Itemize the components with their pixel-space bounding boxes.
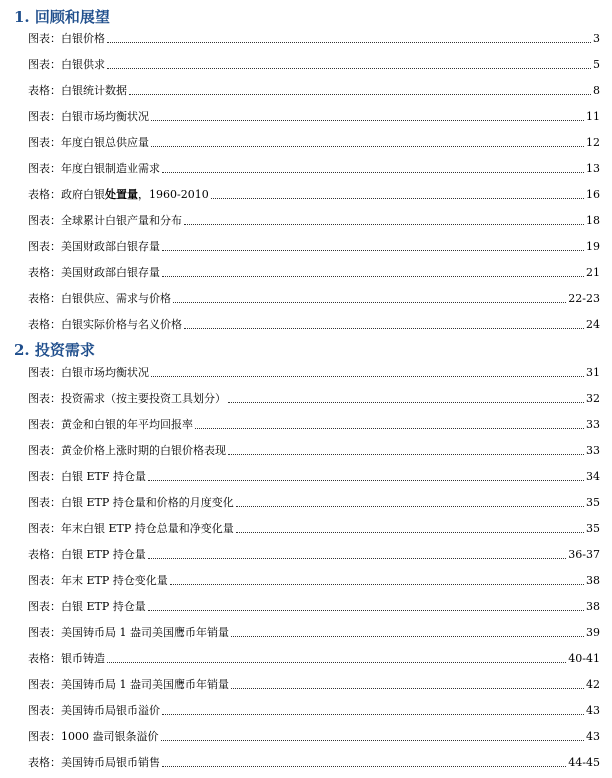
toc-leader	[148, 558, 567, 559]
toc-row-page: 35	[586, 496, 600, 509]
toc-row[interactable]	[28, 728, 600, 744]
toc-row-prefix: 图表：	[28, 522, 61, 535]
toc-row-page: 18	[586, 214, 600, 227]
toc-leader	[129, 94, 591, 95]
toc-row-page: 19	[586, 240, 600, 253]
toc-leader	[195, 428, 584, 429]
toc-row-title: 银币铸造	[61, 652, 105, 665]
toc-row[interactable]	[28, 494, 600, 510]
toc-row-title: 年末白银 ETP 持仓总量和净变化量	[61, 522, 234, 535]
toc-row-prefix: 图表：	[28, 240, 61, 253]
toc-row-title: 白银 ETP 持仓量	[61, 600, 146, 613]
toc-row-prefix: 表格：	[28, 318, 61, 331]
toc-row-page: 21	[586, 266, 600, 279]
toc-row-page: 44-45	[568, 756, 600, 769]
toc-leader	[161, 740, 585, 741]
toc-row-title: 白银统计数据	[61, 84, 127, 97]
toc-title-bold: 处置量	[105, 188, 138, 201]
toc-leader	[231, 688, 584, 689]
toc-leader	[107, 42, 591, 43]
toc-row-page: 8	[593, 84, 600, 97]
toc-leader	[162, 714, 584, 715]
toc-row-prefix: 表格：	[28, 756, 61, 769]
toc-leader	[151, 146, 584, 147]
toc-row-page: 24	[586, 318, 600, 331]
toc-row-prefix: 图表：	[28, 392, 61, 405]
toc-row[interactable]	[28, 624, 600, 640]
toc-row-page: 33	[586, 418, 600, 431]
toc-row-title: 年度白银总供应量	[61, 136, 149, 149]
toc-row-prefix: 图表：	[28, 444, 61, 457]
toc-row[interactable]	[28, 30, 600, 46]
toc-row-page: 12	[586, 136, 600, 149]
toc-leader	[236, 506, 584, 507]
toc-leader	[148, 610, 584, 611]
toc-row[interactable]	[28, 416, 600, 432]
toc-row-page: 35	[586, 522, 600, 535]
toc-row-title: 白银供应、需求与价格	[61, 292, 171, 305]
toc-row-title: 白银供求	[61, 58, 105, 71]
toc-row-title: 白银 ETP 持仓量	[61, 548, 146, 561]
toc-row-prefix: 表格：	[28, 266, 61, 279]
toc-row-title: 白银 ETP 持仓量和价格的月度变化	[61, 496, 234, 509]
toc-row[interactable]	[28, 390, 600, 406]
toc-leader	[170, 584, 584, 585]
toc-row[interactable]	[28, 572, 600, 588]
toc-leader	[228, 454, 584, 455]
toc-row-prefix: 图表：	[28, 58, 61, 71]
toc-row-page: 36-37	[568, 548, 600, 561]
toc-leader	[228, 402, 584, 403]
toc-row-title: 美国财政部白银存量	[61, 240, 160, 253]
toc-leader	[151, 376, 584, 377]
toc-leader	[107, 68, 591, 69]
toc-row-title: 白银市场均衡状况	[61, 366, 149, 379]
toc-row-title: 美国铸币局 1 盎司美国鹰币年销量	[61, 678, 229, 691]
toc-row-page: 22-23	[568, 292, 600, 305]
toc-row-title: 白银市场均衡状况	[61, 110, 149, 123]
toc-row-title: 黄金和白银的年平均回报率	[61, 418, 193, 431]
toc-row[interactable]	[28, 468, 600, 484]
toc-row[interactable]	[28, 650, 600, 666]
toc-leader	[162, 276, 584, 277]
toc-row[interactable]	[28, 520, 600, 536]
toc-leader	[211, 198, 584, 199]
toc-row-title: 全球累计白银产量和分布	[61, 214, 182, 227]
toc-row-title: 美国财政部白银存量	[61, 266, 160, 279]
toc-row-page: 34	[586, 470, 600, 483]
toc-row-prefix: 图表：	[28, 136, 61, 149]
toc-row-prefix: 图表：	[28, 214, 61, 227]
toc-row-page: 13	[586, 162, 600, 175]
toc-row-prefix: 图表：	[28, 678, 61, 691]
toc-row-prefix: 图表：	[28, 600, 61, 613]
toc-leader	[148, 480, 584, 481]
toc-row-title: 年末 ETP 持仓变化量	[61, 574, 168, 587]
toc-row-prefix: 图表：	[28, 626, 61, 639]
toc-row-page: 43	[586, 704, 600, 717]
toc-row-page: 16	[586, 188, 600, 201]
toc-row[interactable]	[28, 316, 600, 332]
toc-row[interactable]	[28, 676, 600, 692]
toc-row-page: 3	[593, 32, 600, 45]
toc-row-prefix: 图表：	[28, 574, 61, 587]
toc-row-prefix: 图表：	[28, 162, 61, 175]
toc-row[interactable]	[28, 108, 600, 124]
toc-row-prefix: 表格：	[28, 84, 61, 97]
toc-row-title: 年度白银制造业需求	[61, 162, 160, 175]
toc-row[interactable]	[28, 702, 600, 718]
toc-leader	[184, 224, 584, 225]
toc-leader	[162, 172, 584, 173]
toc-row-page: 40-41	[568, 652, 600, 665]
toc-leader	[184, 328, 584, 329]
toc-row[interactable]	[28, 598, 600, 614]
toc-row[interactable]	[28, 134, 600, 150]
toc-row[interactable]	[28, 238, 600, 254]
toc-row[interactable]	[28, 82, 600, 98]
toc-row-prefix: 图表：	[28, 366, 61, 379]
toc-row[interactable]	[28, 364, 600, 380]
toc-row[interactable]	[28, 290, 600, 306]
toc-leader	[162, 766, 566, 767]
toc-row-title: 白银价格	[61, 32, 105, 45]
toc-row[interactable]	[28, 442, 600, 458]
toc-row-title: 白银实际价格与名义价格	[61, 318, 182, 331]
toc-row-prefix: 表格：	[28, 292, 61, 305]
toc-title-part: 政府白银	[61, 188, 105, 201]
toc-row-page: 11	[586, 110, 600, 123]
toc-row-page: 39	[586, 626, 600, 639]
toc-row-title: 美国铸币局 1 盎司美国鹰币年销量	[61, 626, 229, 639]
toc-leader	[107, 662, 566, 663]
toc-row-prefix: 图表：	[28, 470, 61, 483]
toc-row[interactable]	[28, 754, 600, 770]
toc-leader	[236, 532, 584, 533]
toc-row-page: 32	[586, 392, 600, 405]
toc-row[interactable]	[28, 56, 600, 72]
toc-row-title: 投资需求（按主要投资工具划分）	[61, 392, 226, 405]
toc-title-part: ，1960-2010	[138, 188, 209, 201]
toc-row-prefix: 图表：	[28, 496, 61, 509]
toc-row-title: 黄金价格上涨时期的白银价格表现	[61, 444, 226, 457]
section-title-1: 1. 回顾和展望	[14, 8, 110, 26]
toc-row[interactable]	[28, 264, 600, 280]
toc-row-prefix: 图表：	[28, 704, 61, 717]
toc-leader	[151, 120, 584, 121]
toc-row-prefix: 图表：	[28, 730, 61, 743]
toc-row-prefix: 表格：	[28, 188, 61, 201]
toc-row[interactable]	[28, 186, 600, 202]
toc-row-page: 42	[586, 678, 600, 691]
toc-row-title: 白银 ETF 持仓量	[61, 470, 146, 483]
toc-row-page: 38	[586, 574, 600, 587]
toc-row-page: 38	[586, 600, 600, 613]
toc-row-prefix: 表格：	[28, 652, 61, 665]
section-title-2: 2. 投资需求	[14, 341, 95, 359]
toc-leader	[173, 302, 566, 303]
toc-row-title: 1000 盎司银条溢价	[61, 730, 159, 743]
toc-row[interactable]	[28, 546, 600, 562]
toc-leader	[231, 636, 584, 637]
toc-row[interactable]	[28, 160, 600, 176]
toc-row-title	[61, 188, 209, 202]
toc-row-prefix: 图表：	[28, 110, 61, 123]
toc-row-page: 31	[586, 366, 600, 379]
toc-row-title: 美国铸币局银币溢价	[61, 704, 160, 717]
toc-row-page: 5	[593, 58, 600, 71]
toc-row-page: 43	[586, 730, 600, 743]
toc-leader	[162, 250, 584, 251]
toc-row[interactable]	[28, 212, 600, 228]
toc-row-page: 33	[586, 444, 600, 457]
toc-row-prefix: 图表：	[28, 418, 61, 431]
toc-row-prefix: 图表：	[28, 32, 61, 45]
toc-row-prefix: 表格：	[28, 548, 61, 561]
toc-row-title: 美国铸币局银币销售	[61, 756, 160, 769]
